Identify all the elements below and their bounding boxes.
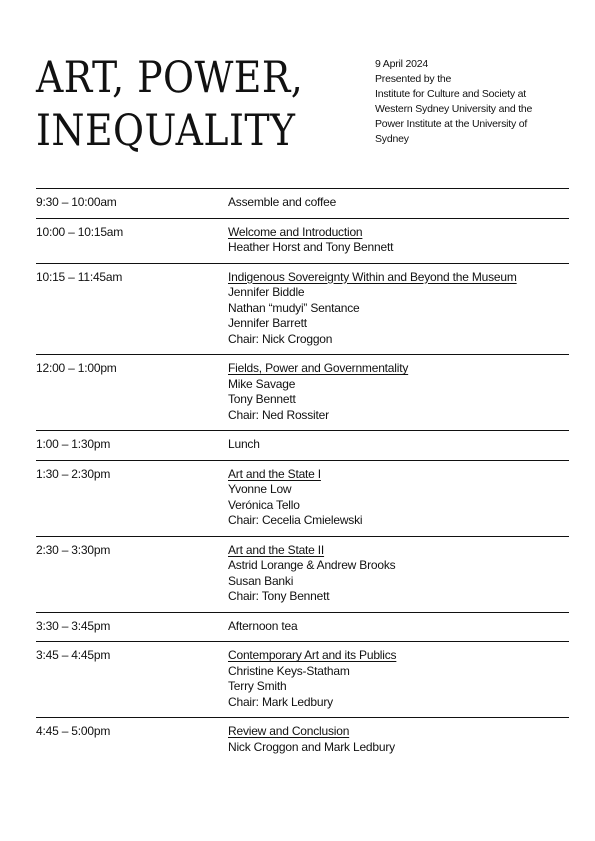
session-chair: Chair: Nick Croggon <box>228 331 333 346</box>
speaker-name: Mike Savage <box>228 376 296 391</box>
schedule-row <box>36 642 569 718</box>
speaker-name: Jennifer Biddle <box>228 285 305 299</box>
speaker-name: Jennifer Barrett <box>228 316 307 330</box>
schedule-row <box>36 613 569 643</box>
schedule-row <box>36 219 569 264</box>
session-chair: Chair: Ned Rossiter <box>228 407 329 422</box>
session-content <box>228 195 569 211</box>
session-chair: Chair: Mark Ledbury <box>228 694 333 709</box>
session-title: Art and the State II <box>228 542 325 557</box>
speaker-name: Heather Horst and Tony Bennett <box>228 240 394 254</box>
speaker-name: Nathan “mudyi” Sentance <box>228 300 360 315</box>
session-content <box>228 543 569 605</box>
session-time: 9:30 – 10:00am <box>36 195 117 209</box>
session-time: 2:30 – 3:30pm <box>36 542 111 557</box>
presenter-line: Presented by the <box>375 73 452 85</box>
break-title: Lunch <box>228 437 260 451</box>
schedule-row <box>36 264 569 356</box>
session-title: Indigenous Sovereignty Within and Beyond the Museum <box>228 269 517 284</box>
session-title: Welcome and Introduction <box>228 224 363 239</box>
schedule-row <box>36 189 569 219</box>
speaker-name: Terry Smith <box>228 679 287 693</box>
schedule-row <box>36 355 569 431</box>
schedule-row <box>36 537 569 613</box>
session-content <box>228 724 569 755</box>
break-title: Afternoon tea <box>228 618 298 633</box>
session-content <box>228 361 569 423</box>
event-date: 9 April 2024 <box>375 58 429 70</box>
session-content <box>228 467 569 529</box>
session-title: Review and Conclusion <box>228 724 350 738</box>
session-chair: Chair: Tony Bennett <box>228 589 330 603</box>
speaker-name: Nick Croggon and Mark Ledbury <box>228 739 395 754</box>
schedule-row <box>36 461 569 537</box>
session-chair: Chair: Cecelia Cmielewski <box>228 513 363 527</box>
presenter-line: Western Sydney University and the <box>375 103 533 115</box>
speaker-name: Yvonne Low <box>228 482 292 496</box>
break-title: Assemble and coffee <box>228 195 337 209</box>
session-content <box>228 270 569 348</box>
session-title: Art and the State I <box>228 466 321 481</box>
session-content <box>228 437 569 453</box>
session-time: 3:45 – 4:45pm <box>36 648 111 662</box>
schedule-row <box>36 431 569 461</box>
title-line: ART, POWER, <box>36 53 304 103</box>
presenter-line: Sydney <box>375 133 409 145</box>
session-time: 4:45 – 5:00pm <box>36 724 111 738</box>
schedule-row <box>36 718 569 762</box>
session-content <box>228 225 569 256</box>
session-content <box>228 648 569 710</box>
session-time: 3:30 – 3:45pm <box>36 618 111 633</box>
session-content <box>228 619 569 635</box>
session-time: 1:30 – 2:30pm <box>36 466 111 481</box>
event-info <box>375 57 575 147</box>
presenter-line: Power Institute at the University of <box>375 118 528 130</box>
session-time: 10:15 – 11:45am <box>36 269 123 284</box>
session-time: 1:00 – 1:30pm <box>36 437 111 451</box>
schedule-table <box>36 188 569 762</box>
session-time: 10:00 – 10:15am <box>36 224 124 239</box>
presenter-line: Institute for Culture and Society at <box>375 88 526 100</box>
session-title: Contemporary Art and its Publics <box>228 648 397 662</box>
speaker-name: Tony Bennett <box>228 392 296 406</box>
session-title: Fields, Power and Governmentality <box>228 361 409 375</box>
speaker-name: Verónica Tello <box>228 497 300 512</box>
speaker-name: Christine Keys-Statham <box>228 663 350 678</box>
page-title <box>36 52 303 158</box>
title-line: INEQUALITY <box>36 106 296 156</box>
session-time: 12:00 – 1:00pm <box>36 361 117 375</box>
speaker-name: Susan Banki <box>228 573 294 588</box>
speaker-name: Astrid Lorange & Andrew Brooks <box>228 558 396 572</box>
